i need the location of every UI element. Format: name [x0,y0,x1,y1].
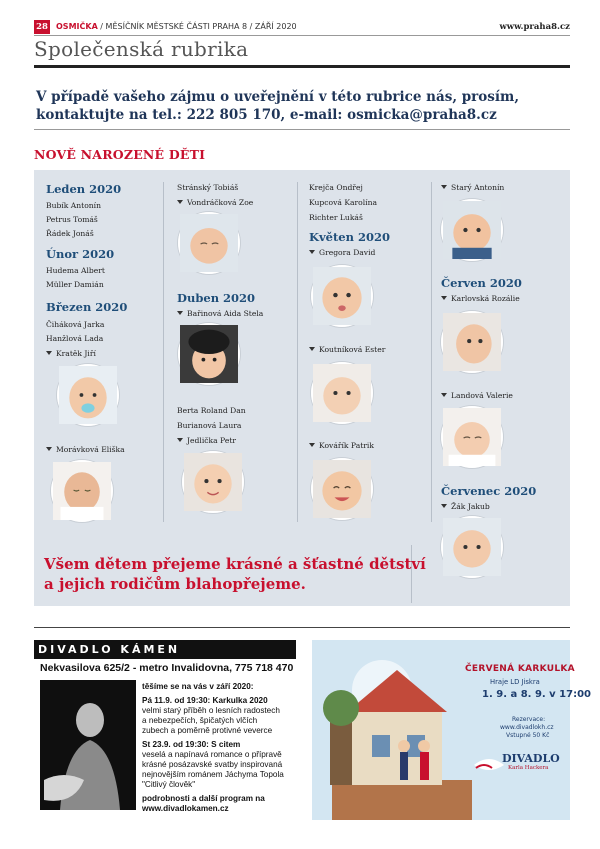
column-divider [297,182,298,522]
event-desc: krásné posázavské svatby inspirovaná [142,760,283,769]
photo-caption [177,198,253,207]
caret-down-icon [309,443,315,447]
baby-photo [441,199,503,261]
contact-notice [36,88,566,124]
congratulation-text [44,554,444,594]
baby-photo [57,364,119,426]
caret-down-icon [177,311,183,315]
wish-line-2: a jejich rodičům blahopřejeme. [44,575,306,593]
program-footer: podrobnosti a další program na [142,794,265,803]
contact-line-2: kontaktujte na tel.: 222 805 170, e-mail: osmicka@praha8.cz [36,107,497,123]
month-heading-brezen: Březen 2020 [46,300,128,314]
baby-name: Bařinová Aida Stela [187,309,264,318]
baby-photo [178,212,240,274]
baby-name: Burianová Laura [177,421,242,430]
baby-name: Stránský Tobiáš [177,183,239,192]
photo-caption [441,502,490,511]
photo-caption [441,183,504,192]
baby-name: Starý Antonín [451,183,505,192]
website-link[interactable]: www.praha8.cz [499,22,570,32]
month-heading-kveten: Květen 2020 [309,230,390,244]
column-divider [431,182,432,522]
baby-name: Richter Lukáš [309,213,363,222]
baby-name: Žák Jakub [451,502,490,511]
photo-caption [309,248,375,257]
photo-caption [309,345,385,354]
theatre-name: DIVADLO KÁMEN [34,640,296,659]
month-heading-leden: Leden 2020 [46,182,122,196]
photo-caption [441,391,513,400]
karkulka-date: 1. 9. a 8. 9. v 17:00 [482,689,592,700]
caret-down-icon [309,250,315,254]
baby-name: Kratěk Jiří [56,349,96,358]
baby-name: Morávková Eliška [56,445,125,454]
baby-photo [311,458,373,520]
page-number: 28 [34,20,50,34]
caret-down-icon [309,347,315,351]
caret-down-icon [441,296,447,300]
divider [34,627,570,628]
newborn-title: NOVĚ NAROZENÉ DĚTI [34,147,206,162]
baby-name: Berta Roland Dan [177,406,246,415]
event-desc: a nebezpečích, špičatých vlčích [142,716,258,725]
photo-caption [46,445,125,454]
divadlo-logo: DIVADLO [502,752,560,765]
reservation-label: Rezervace: [512,716,546,723]
caret-down-icon [177,200,183,204]
photo-caption [177,436,236,445]
karkulka-ad [312,640,592,820]
baby-name: Gregora David [319,248,376,257]
baby-photo [311,362,373,424]
theatre-address: Nekvasilova 625/2 - metro Invalidovna, 775 718 470 [40,662,294,674]
baby-name: Karlovská Rozálie [451,294,520,303]
baby-photo [441,516,503,578]
baby-photo [311,265,373,327]
caret-down-icon [441,185,447,189]
reservation-link[interactable]: www.divadlokh.cz [500,724,554,731]
baby-name: Vondráčková Zoe [187,198,254,207]
month-heading-cervenec: Červenec 2020 [441,484,537,498]
event-desc: velmi starý příběh o lesních radostech [142,706,280,715]
caret-down-icon [46,351,52,355]
baby-photo [182,451,244,513]
baby-photo [51,460,113,522]
caret-down-icon [177,438,183,442]
event-desc: zubech a poměrně protivné veverce [142,726,273,735]
month-heading-duben: Duben 2020 [177,291,256,305]
baby-photo [441,406,503,468]
photo-caption [46,349,96,358]
baby-name: Bubík Antonín [46,201,101,210]
column-divider [163,182,164,522]
baby-name: Hanžlová Lada [46,334,104,343]
wish-line-1: Všem dětem přejeme krásné a šťastné dětství [44,555,426,573]
caret-down-icon [46,447,52,451]
baby-name: Müller Damián [46,280,104,289]
baby-name: Hudema Albert [46,266,105,275]
karkulka-title: ČERVENÁ KARKULKA [465,664,575,674]
theatre-photo [40,680,136,810]
divider [34,129,570,130]
divadlo-logo-sub: Karla Hackera [508,765,549,771]
baby-name: Koutníková Ester [319,345,386,354]
theatre-website-link[interactable]: www.divadlokamen.cz [142,804,229,813]
issue-info: / MĚSÍČNÍK MĚSTSKÉ ČÁSTI PRAHA 8 / ZÁŘÍ 2020 [97,22,297,31]
photo-caption [309,441,374,450]
month-heading-unor: Únor 2020 [46,247,115,261]
baby-name: Krejča Ondřej [309,183,363,192]
baby-name: Čiháková Jarka [46,320,105,329]
ticket-price: Vstupné 50 Kč [506,732,550,739]
baby-name: Řádek Jonáš [46,229,94,238]
baby-photo [441,311,503,373]
baby-name: Kovářík Patrik [319,441,374,450]
month-heading-cerven: Červen 2020 [441,276,522,290]
page-header [34,20,570,34]
baby-name: Kupcová Karolína [309,198,377,207]
karkulka-subtitle: Hraje LD Jiskra [490,678,540,686]
event-title: St 23.9. od 19:30: S citem [142,740,241,749]
caret-down-icon [441,393,447,397]
baby-photo [178,323,240,385]
baby-name: Landová Valerie [451,391,513,400]
baby-name: Jedlička Petr [187,436,236,445]
section-title: Společenská rubrika [34,37,249,61]
photo-caption [441,294,520,303]
contact-line-1: V případě vašeho zájmu o uveřejnění v této rubrice nás, prosím, [36,89,520,105]
magazine-name: OSMIČKA [56,22,98,31]
event-desc: nejnovějším románem Jáchyma Topola [142,770,284,779]
baby-name: Petrus Tomáš [46,215,98,224]
caret-down-icon [441,504,447,508]
divider-thick [34,65,570,68]
photo-caption [177,309,263,318]
divider [34,35,570,36]
event-title: Pá 11.9. od 19:30: Karkulka 2020 [142,696,268,705]
program-intro: těšíme se na vás v září 2020: [142,682,254,691]
event-desc: "Citlivý člověk" [142,780,196,789]
magazine-line [56,20,297,34]
event-desc: veselá a napínavá romance o přípravě [142,750,282,759]
